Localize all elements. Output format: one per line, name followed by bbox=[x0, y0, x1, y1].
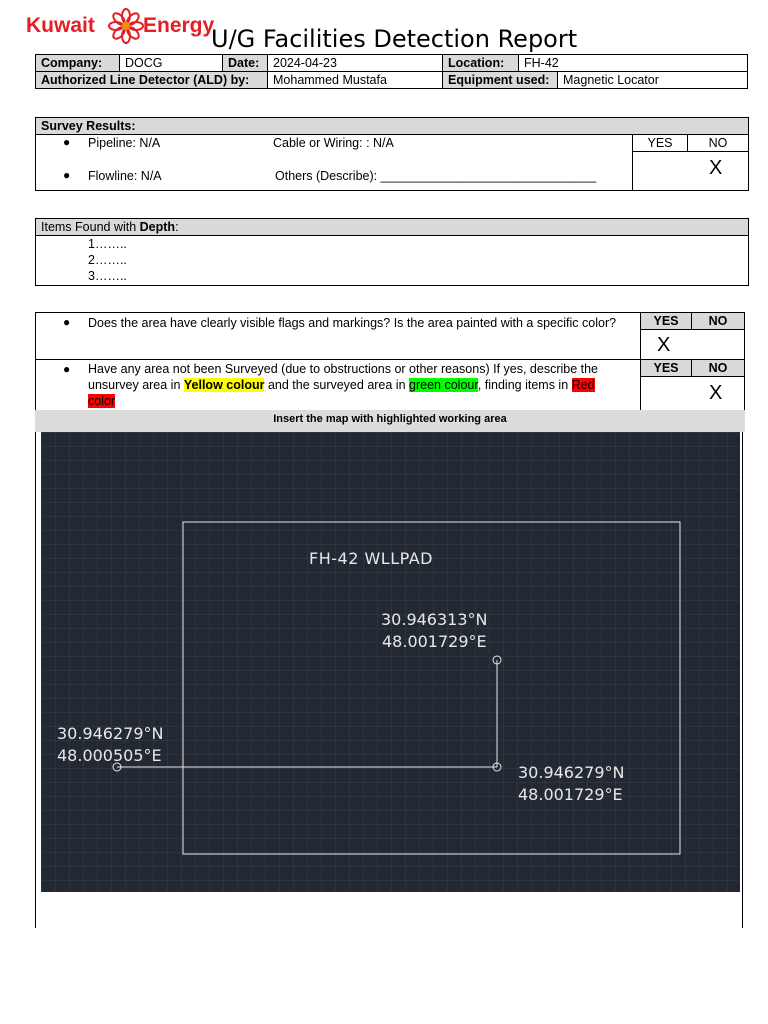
map-drawing bbox=[41, 432, 740, 892]
item-line-3: 3…….. bbox=[88, 269, 127, 283]
location-label: Location: bbox=[442, 54, 519, 72]
items-found-body bbox=[35, 235, 749, 286]
q2-no-mark: X bbox=[709, 382, 723, 404]
item-line-2: 2…….. bbox=[88, 253, 127, 267]
q2-green-highlight: green colour bbox=[409, 378, 478, 392]
item-line-1: 1…….. bbox=[88, 237, 127, 251]
ald-value: Mohammed Mustafa bbox=[267, 71, 443, 89]
q2-text-part1: Have any area not been Surveyed (due to obstructions or other reasons) If yes, describe the unsurvey area in bbox=[88, 362, 599, 392]
top-point-lat: 30.946313°N bbox=[381, 610, 488, 629]
pipeline-result: Pipeline: N/A bbox=[88, 136, 161, 150]
date-value: 2024-04-23 bbox=[267, 54, 443, 72]
q2-text-part2: and the surveyed area in bbox=[264, 378, 410, 392]
wellpad-label: FH-42 WLLPAD bbox=[309, 549, 433, 568]
ald-label: Authorized Line Detector (ALD) by: bbox=[35, 71, 268, 89]
cable-result: Cable or Wiring: : N/A bbox=[273, 136, 394, 150]
left-point-lon: 48.000505°E bbox=[57, 746, 162, 765]
items-heading-depth: Depth bbox=[139, 220, 176, 234]
equipment-label: Equipment used: bbox=[442, 71, 558, 89]
company-label: Company: bbox=[35, 54, 120, 72]
logo-text-energy: Energy bbox=[143, 14, 215, 37]
q2-answer-cell bbox=[640, 376, 745, 411]
q2-text-part3: , finding items in bbox=[477, 378, 572, 392]
bullet-icon: ● bbox=[63, 168, 71, 182]
survey-no-mark: X bbox=[709, 157, 723, 179]
q2-no-header: NO bbox=[691, 359, 745, 377]
map-frame-right bbox=[742, 432, 743, 928]
left-point-lat: 30.946279°N bbox=[57, 724, 164, 743]
bullet-icon: ● bbox=[63, 135, 71, 149]
bullet-icon: ● bbox=[63, 362, 71, 376]
question-2-text bbox=[88, 361, 618, 409]
top-point-lon: 48.001729°E bbox=[382, 632, 487, 651]
others-result: Others (Describe): _______________________________ bbox=[275, 169, 597, 183]
q2-red-highlight: Red color bbox=[88, 378, 595, 408]
site-map[interactable] bbox=[41, 432, 740, 892]
map-frame-left bbox=[35, 432, 36, 928]
right-point-lat: 30.946279°N bbox=[518, 763, 625, 782]
logo-text-kuwait: Kuwait bbox=[26, 14, 95, 37]
q1-answer-cell bbox=[640, 329, 745, 360]
q1-yes-header: YES bbox=[640, 312, 692, 330]
items-heading-suffix: : bbox=[175, 220, 179, 234]
question-1-text: Does the area have clearly visible flags and markings? Is the area painted with a specific color? bbox=[88, 316, 617, 330]
survey-yes-header: YES bbox=[632, 134, 688, 152]
survey-answer-cell bbox=[632, 151, 749, 191]
right-point-lon: 48.001729°E bbox=[518, 785, 623, 804]
map-heading: Insert the map with highlighted working area bbox=[35, 410, 745, 432]
q2-yellow-highlight: Yellow colour bbox=[183, 378, 265, 392]
survey-no-header: NO bbox=[687, 134, 749, 152]
q1-no-header: NO bbox=[691, 312, 745, 330]
survey-heading: Survey Results: bbox=[35, 117, 749, 135]
bullet-icon: ● bbox=[63, 315, 71, 329]
company-logo bbox=[26, 8, 215, 48]
page-title: U/G Facilities Detection Report bbox=[211, 25, 578, 53]
flowline-result: Flowline: N/A bbox=[88, 169, 162, 183]
items-heading-prefix: Items Found with bbox=[41, 220, 140, 234]
q2-yes-header: YES bbox=[640, 359, 692, 377]
location-value: FH-42 bbox=[518, 54, 748, 72]
items-found-heading bbox=[35, 218, 749, 236]
q1-yes-mark: X bbox=[657, 334, 671, 356]
date-label: Date: bbox=[222, 54, 268, 72]
sun-flower-icon bbox=[108, 8, 144, 44]
equipment-value: Magnetic Locator bbox=[557, 71, 748, 89]
company-value: DOCG bbox=[119, 54, 223, 72]
